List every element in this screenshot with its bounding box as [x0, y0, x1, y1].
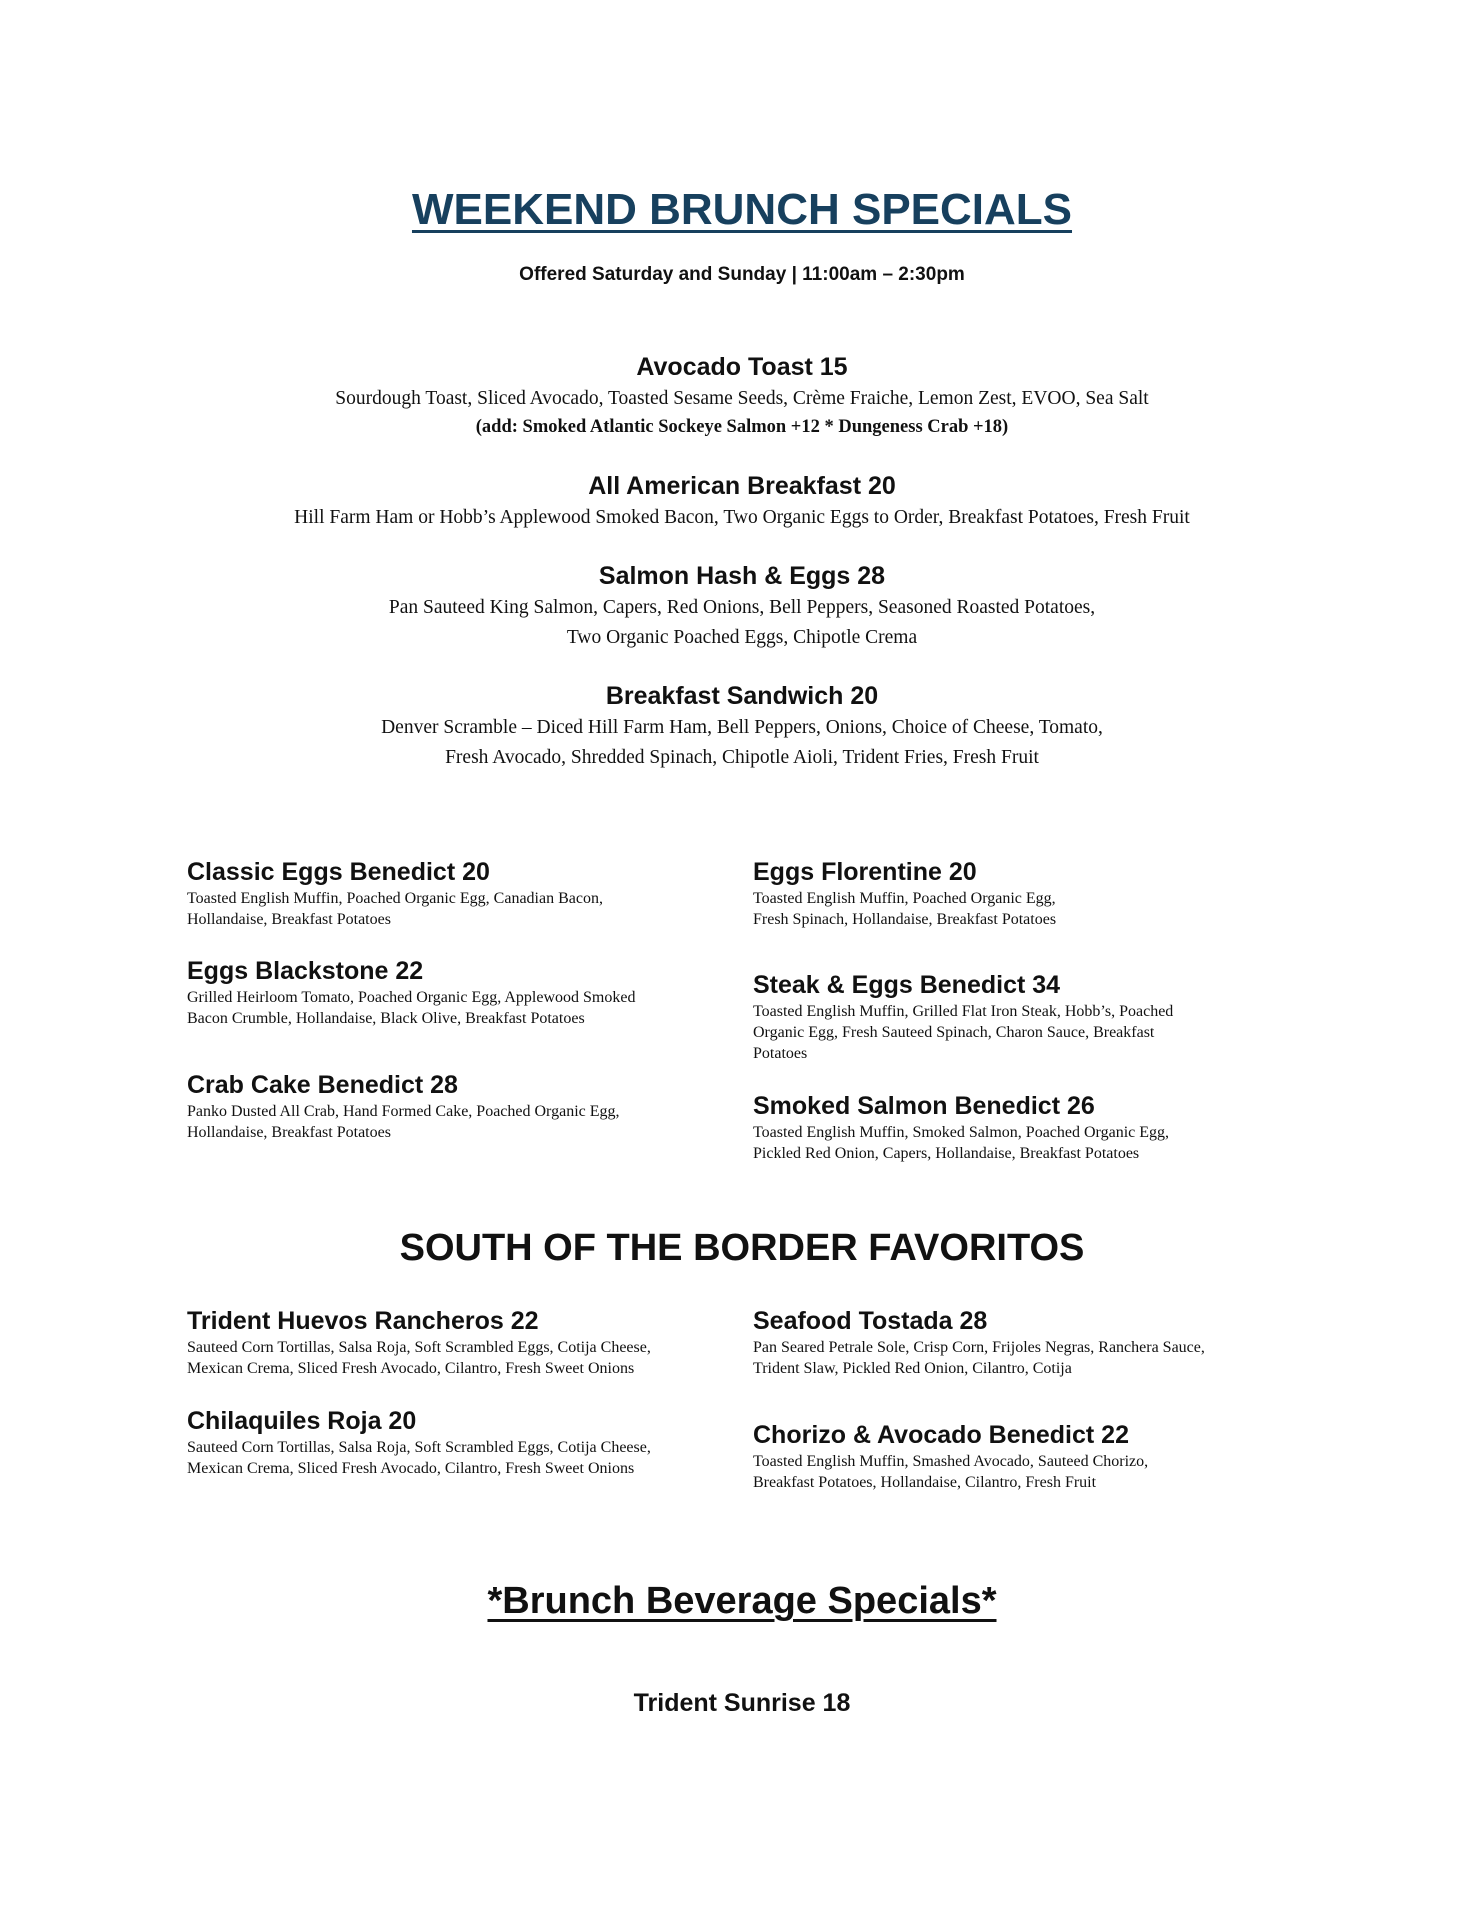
item-description-line: Breakfast Potatoes, Hollandaise, Cilantro, Fresh Fruit [753, 1474, 1097, 1491]
menu-item-eggs-blackstone [187, 955, 727, 1029]
item-description-line: Pickled Red Onion, Capers, Hollandaise, Breakfast Potatoes [753, 1145, 1140, 1162]
item-name: Breakfast Sandwich 20 [605, 682, 879, 710]
menu-item-breakfast-sandwich [150, 679, 1334, 773]
item-description-line: Organic Egg, Fresh Sauteed Spinach, Charon Sauce, Breakfast [753, 1024, 1155, 1041]
item-name: Crab Cake Benedict 28 [187, 1071, 458, 1099]
item-name: Classic Eggs Benedict 20 [187, 858, 490, 886]
beverage-item-trident-sunrise: Trident Sunrise 18 [633, 1689, 851, 1717]
item-name: Steak & Eggs Benedict 34 [753, 971, 1061, 999]
menu-item-seafood-tostada [753, 1305, 1293, 1379]
item-addons: (add: Smoked Atlantic Sockeye Salmon +12 * Dungeness Crab +18) [475, 417, 1009, 437]
item-name: Trident Huevos Rancheros 22 [187, 1307, 539, 1335]
menu-item-smoked-salmon-benedict [753, 1090, 1293, 1164]
menu-item-huevos-rancheros [187, 1305, 727, 1379]
item-description-line: Sauteed Corn Tortillas, Salsa Roja, Soft Scrambled Eggs, Cotija Cheese, [187, 1439, 651, 1456]
section-heading-beverages: *Brunch Beverage Specials* [487, 1580, 997, 1622]
item-description-line: Trident Slaw, Pickled Red Onion, Cilantro, Cotija [753, 1360, 1072, 1377]
item-name: Eggs Blackstone 22 [187, 957, 424, 985]
item-description-line: Hollandaise, Breakfast Potatoes [187, 911, 391, 928]
item-name: Smoked Salmon Benedict 26 [753, 1092, 1095, 1120]
page-subtitle: Offered Saturday and Sunday | 11:00am – 2:30pm [519, 264, 965, 285]
item-description-line: Toasted English Muffin, Smashed Avocado, Sauteed Chorizo, [753, 1453, 1149, 1470]
item-description: Sourdough Toast, Sliced Avocado, Toasted Sesame Seeds, Crème Fraiche, Lemon Zest, EVOO, Sea Salt [335, 388, 1149, 409]
item-description-line: Pan Sauteed King Salmon, Capers, Red Onions, Bell Peppers, Seasoned Roasted Potatoes, [388, 597, 1096, 618]
item-name: Avocado Toast 15 [636, 353, 848, 381]
item-name: Chorizo & Avocado Benedict 22 [753, 1421, 1129, 1449]
item-description-line: Hollandaise, Breakfast Potatoes [187, 1124, 391, 1141]
item-description-line: Fresh Spinach, Hollandaise, Breakfast Potatoes [753, 911, 1057, 928]
item-description-line: Sauteed Corn Tortillas, Salsa Roja, Soft Scrambled Eggs, Cotija Cheese, [187, 1339, 651, 1356]
item-description-line: Bacon Crumble, Hollandaise, Black Olive, Breakfast Potatoes [187, 1010, 585, 1027]
item-description-line: Two Organic Poached Eggs, Chipotle Crema [566, 627, 918, 648]
item-description-line: Toasted English Muffin, Poached Organic Egg, Canadian Bacon, [187, 890, 603, 907]
item-name: Seafood Tostada 28 [753, 1307, 988, 1335]
menu-item-steak-eggs-benedict [753, 969, 1293, 1064]
item-description-line: Toasted English Muffin, Poached Organic Egg, [753, 890, 1056, 907]
section-heading-south-of-the-border: SOUTH OF THE BORDER FAVORITOS [399, 1227, 1085, 1269]
menu-item-chilaquiles-roja [187, 1405, 727, 1479]
item-description-line: Toasted English Muffin, Grilled Flat Iron Steak, Hobb’s, Poached [753, 1003, 1174, 1020]
item-description-line: Toasted English Muffin, Smoked Salmon, Poached Organic Egg, [753, 1124, 1170, 1141]
item-description-line: Mexican Crema, Sliced Fresh Avocado, Cilantro, Fresh Sweet Onions [187, 1360, 635, 1377]
item-name: Salmon Hash & Eggs 28 [598, 562, 886, 590]
menu-item-all-american-breakfast [150, 469, 1334, 533]
item-description-line: Denver Scramble – Diced Hill Farm Ham, Bell Peppers, Onions, Choice of Cheese, Tomato, [381, 717, 1103, 738]
item-description-line: Panko Dusted All Crab, Hand Formed Cake, Poached Organic Egg, [187, 1103, 620, 1120]
item-name: Chilaquiles Roja 20 [187, 1407, 417, 1435]
menu-item-chorizo-avocado-benedict [753, 1419, 1293, 1493]
item-name: All American Breakfast 20 [588, 472, 896, 500]
menu-item-eggs-florentine [753, 856, 1293, 930]
item-name: Eggs Florentine 20 [753, 858, 977, 886]
item-description: Hill Farm Ham or Hobb’s Applewood Smoked Bacon, Two Organic Eggs to Order, Breakfast Potatoes, Fresh Fruit [294, 507, 1190, 528]
item-description-line: Grilled Heirloom Tomato, Poached Organic Egg, Applewood Smoked [187, 989, 636, 1006]
page-title: WEEKEND BRUNCH SPECIALS [411, 185, 1073, 234]
item-description-line: Mexican Crema, Sliced Fresh Avocado, Cilantro, Fresh Sweet Onions [187, 1460, 635, 1477]
item-description-line: Fresh Avocado, Shredded Spinach, Chipotle Aioli, Trident Fries, Fresh Fruit [445, 747, 1039, 768]
menu-item-crab-cake-benedict [187, 1069, 727, 1143]
menu-item-salmon-hash [150, 559, 1334, 653]
item-description-line: Pan Seared Petrale Sole, Crisp Corn, Frijoles Negras, Ranchera Sauce, [753, 1339, 1205, 1356]
menu-item-classic-eggs-benedict [187, 856, 727, 930]
menu-item-avocado-toast [150, 350, 1334, 440]
item-description-line: Potatoes [753, 1045, 808, 1062]
